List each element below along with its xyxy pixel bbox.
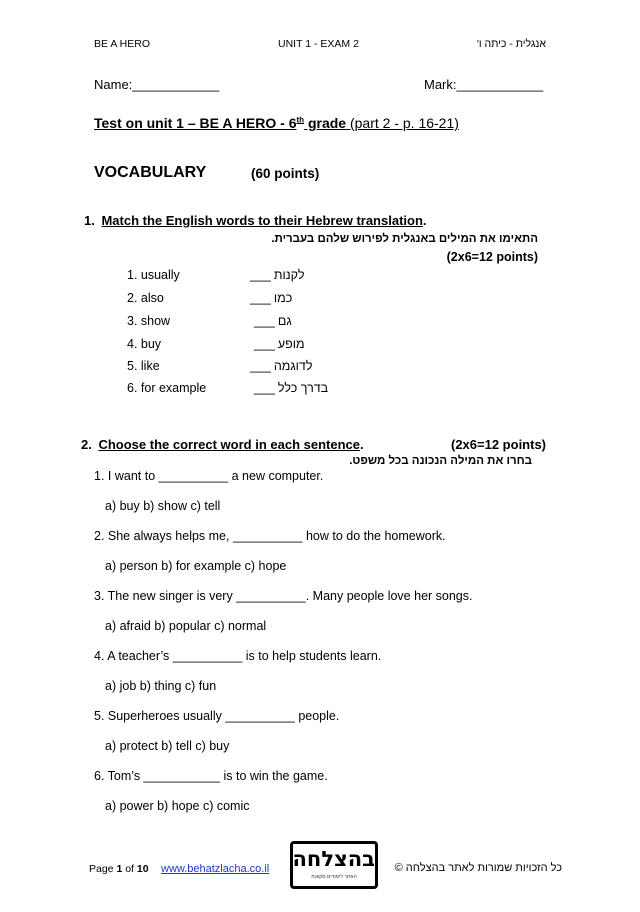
q2-sentence-3: 3. The new singer is very __________. Many people love her songs. (94, 589, 473, 603)
section-points: (60 points) (251, 166, 320, 181)
name-blank: ____________ (132, 77, 220, 92)
q2-sentence-2: 2. She always helps me, __________ how to do the homework. (94, 529, 446, 543)
q1-english-6: 6. for example (127, 381, 207, 395)
mark-field[interactable] (424, 77, 543, 92)
q1-hebrew: התאימו את המילים באנגלית לפירוש שלהם בעברית. (271, 233, 538, 245)
header-center: UNIT 1 - EXAM 2 (278, 38, 359, 50)
q1-english-4: 4. buy (127, 337, 162, 351)
q2-hebrew: בחרו את המילה הנכונה בכל משפט. (349, 455, 532, 467)
q1-points: (2x6=12 points) (446, 250, 538, 264)
answer-blank[interactable]: ___ (254, 381, 275, 395)
q1-match-row-1[interactable] (250, 268, 304, 282)
q2-options-2[interactable]: a) person b) for example c) hope (105, 559, 287, 573)
page-prefix: Page (89, 863, 117, 875)
q2-options-1[interactable]: a) buy b) show c) tell (105, 499, 221, 513)
logo (290, 841, 378, 889)
answer-blank[interactable]: ___ (250, 268, 271, 282)
q1-match-row-6[interactable] (254, 381, 328, 395)
page-current: 1 (116, 863, 123, 875)
answer-blank[interactable]: ___ (254, 337, 275, 351)
q2-options-3[interactable]: a) afraid b) popular c) normal (105, 619, 267, 633)
q2-instruction: Choose the correct word in each sentence (98, 437, 360, 452)
q1-match-row-2[interactable] (250, 291, 292, 305)
page-of: of (122, 863, 137, 875)
page-total: 10 (136, 863, 149, 875)
q2-heading (81, 437, 364, 452)
hebrew-word: כמו (273, 291, 293, 305)
q2-period: . (360, 437, 364, 452)
title-grade: grade (304, 115, 347, 131)
page-title (94, 115, 459, 131)
q1-match-row-5[interactable] (250, 359, 312, 373)
hebrew-word: גם (277, 314, 292, 328)
answer-blank[interactable]: ___ (250, 291, 271, 305)
copyright-notice: כל הזכויות שמורות לאתר בהצלחה © (394, 862, 562, 874)
title-sup: th (296, 115, 305, 125)
q2-options-6[interactable]: a) power b) hope c) comic (105, 799, 250, 813)
section-name: VOCABULARY (94, 164, 207, 181)
q1-heading (84, 213, 427, 228)
q2-sentence-1: 1. I want to __________ a new computer. (94, 469, 324, 483)
q1-english-5: 5. like (127, 359, 160, 373)
q1-instruction: Match the English words to their Hebrew translation (101, 213, 423, 228)
header-left: BE A HERO (94, 38, 151, 50)
q1-match-row-4[interactable] (254, 337, 305, 351)
answer-blank[interactable]: ___ (250, 359, 271, 373)
name-label: Name: (94, 77, 133, 92)
q2-number: 2. (81, 437, 92, 452)
hebrew-word: לקנות (273, 268, 305, 282)
q2-points: (2x6=12 points) (451, 437, 547, 452)
hebrew-word: בדרך כלל (277, 381, 329, 395)
q1-number: 1. (84, 213, 95, 228)
q1-english-1: 1. usually (127, 268, 180, 282)
q2-sentence-6: 6. Tom’s ___________ is to win the game. (94, 769, 328, 783)
hebrew-word: לדוגמה (273, 359, 313, 373)
q2-sentence-4: 4. A teacher’s __________ is to help students learn. (94, 649, 382, 663)
name-field[interactable] (94, 77, 219, 92)
q1-period: . (422, 213, 427, 228)
answer-blank[interactable]: ___ (254, 314, 275, 328)
q2-sentence-5: 5. Superheroes usually __________ people. (94, 709, 340, 723)
mark-label: Mark: (424, 77, 457, 92)
logo-subtitle: האתר לימודים מקוונת (311, 874, 357, 880)
page-number (89, 863, 149, 875)
q2-options-4[interactable]: a) job b) thing c) fun (105, 679, 217, 693)
website-link[interactable]: www.behatzlacha.co.il (161, 863, 270, 875)
hebrew-word: מופע (277, 337, 305, 351)
q2-options-5[interactable]: a) protect b) tell c) buy (105, 739, 230, 753)
q1-english-2: 2. also (127, 291, 164, 305)
title-part: (part 2 - p. 16-21) (346, 115, 459, 131)
logo-text: בהצלחה (292, 847, 375, 871)
q1-match-row-3[interactable] (254, 314, 292, 328)
header-right: אנגלית - כיתה ו' (476, 38, 546, 50)
mark-blank: ____________ (456, 77, 544, 92)
q1-english-3: 3. show (127, 314, 171, 328)
title-main: Test on unit 1 – BE A HERO - 6 (94, 115, 297, 131)
